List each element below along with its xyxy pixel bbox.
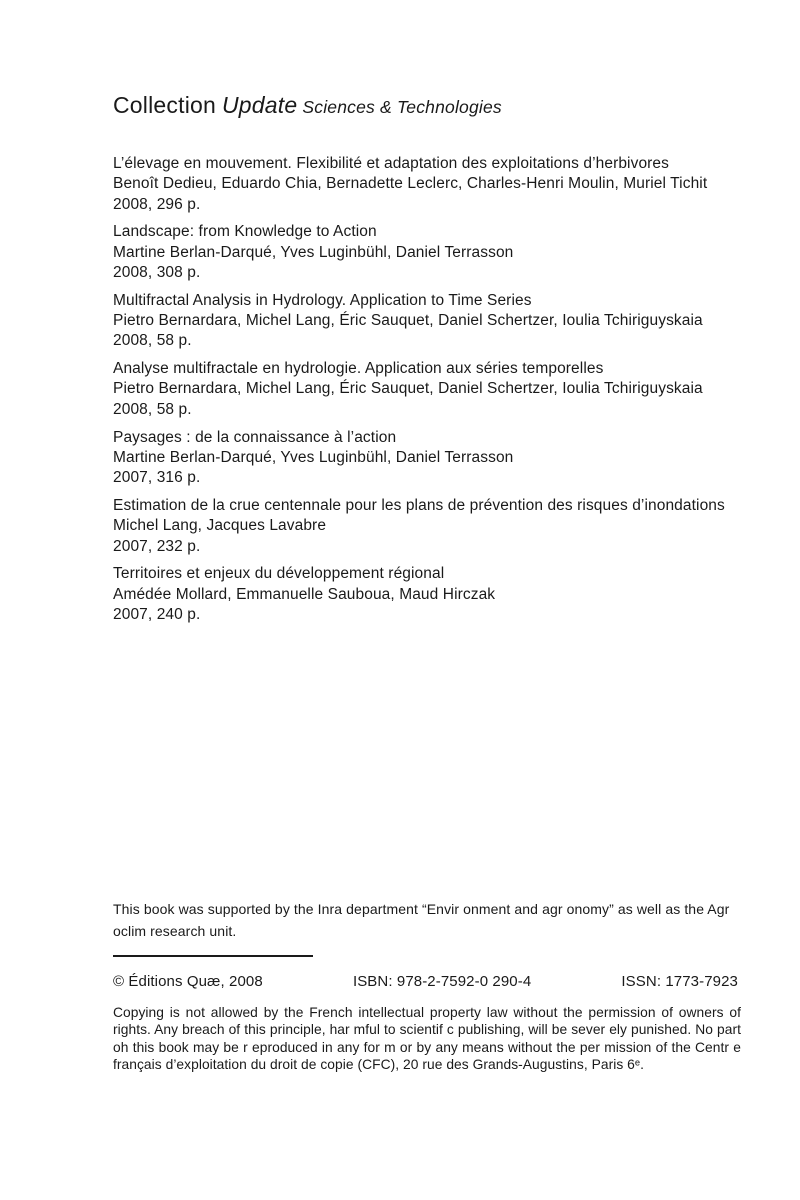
book-pubinfo: 2007, 316 p. [113, 469, 201, 487]
book-title: Estimation de la crue centennale pour les plans de prévention des risques d’inondations [113, 496, 725, 514]
catalog-entry [113, 154, 745, 215]
book-pubinfo: 2007, 240 p. [113, 605, 201, 623]
support-note: This book was supported by the Inra department “Envir onment and agr onomy” as well as the Agr oclim research unit. [113, 901, 730, 939]
book-pubinfo: 2008, 58 p. [113, 400, 192, 418]
book-authors: Pietro Bernardara, Michel Lang, Éric Sauquet, Daniel Schertzer, Ioulia Tchiriguyskaia [113, 380, 703, 398]
catalog-entry [113, 428, 745, 489]
book-authors: Benoît Dedieu, Eduardo Chia, Bernadette Leclerc, Charles-Henri Moulin, Muriel Tichit [113, 175, 708, 193]
book-pubinfo: 2007, 232 p. [113, 537, 201, 555]
book-title: Multifractal Analysis in Hydrology. Application to Time Series [113, 291, 532, 309]
catalog-entry [113, 291, 745, 352]
book-title: Territoires et enjeux du développement régional [113, 565, 445, 583]
book-title: Analyse multifractale en hydrologie. Application aux séries temporelles [113, 360, 604, 378]
book-authors: Martine Berlan-Darqué, Yves Luginbühl, Daniel Terrasson [113, 243, 514, 261]
book-pubinfo: 2008, 58 p. [113, 332, 192, 350]
catalog-entry [113, 496, 745, 557]
collection-label: Collection [113, 92, 216, 118]
catalog-entry [113, 222, 745, 283]
legal-notice: Copying is not allowed by the French intellectual property law without the permission of owners of rights. Any breach of this principle, har mful to scientif c publishing, will be sever ely punished. No part oh this book may be r eproduced in any for m or by any means without the per mission of the Centr e français d’exploitation du droit de copie (CFC), 20 rue des Grands-Augustins, Paris 6ᵉ. [113, 1005, 741, 1073]
catalog-entry-list [113, 154, 745, 633]
book-title: Paysages : de la connaissance à l’action [113, 428, 397, 446]
series-name: Update [222, 92, 298, 118]
book-title: Landscape: from Knowledge to Action [113, 223, 377, 241]
book-pubinfo: 2008, 296 p. [113, 195, 201, 213]
book-authors: Michel Lang, Jacques Lavabre [113, 517, 327, 535]
issn-text: ISSN: 1773-7923 [621, 973, 738, 990]
catalog-entry [113, 359, 745, 420]
book-authors: Martine Berlan-Darqué, Yves Luginbühl, Daniel Terrasson [113, 448, 514, 466]
book-title: L’élevage en mouvement. Flexibilité et adaptation des exploitations d’herbivores [113, 155, 670, 172]
book-pubinfo: 2008, 308 p. [113, 263, 201, 281]
catalog-entry [113, 564, 745, 625]
divider-line [113, 955, 313, 957]
book-authors: Amédée Mollard, Emmanuelle Sauboua, Maud Hirczak [113, 585, 496, 603]
isbn-text: ISBN: 978-2-7592-0 290-4 [352, 973, 532, 990]
copyright-text: © Éditions Quæ, 2008 [113, 973, 263, 990]
book-authors: Pietro Bernardara, Michel Lang, Éric Sauquet, Daniel Schertzer, Ioulia Tchiriguyskaia [113, 312, 703, 330]
publisher-info-row [113, 973, 738, 990]
collection-heading [113, 92, 502, 119]
series-subtitle: Sciences & Technologies [302, 97, 502, 117]
